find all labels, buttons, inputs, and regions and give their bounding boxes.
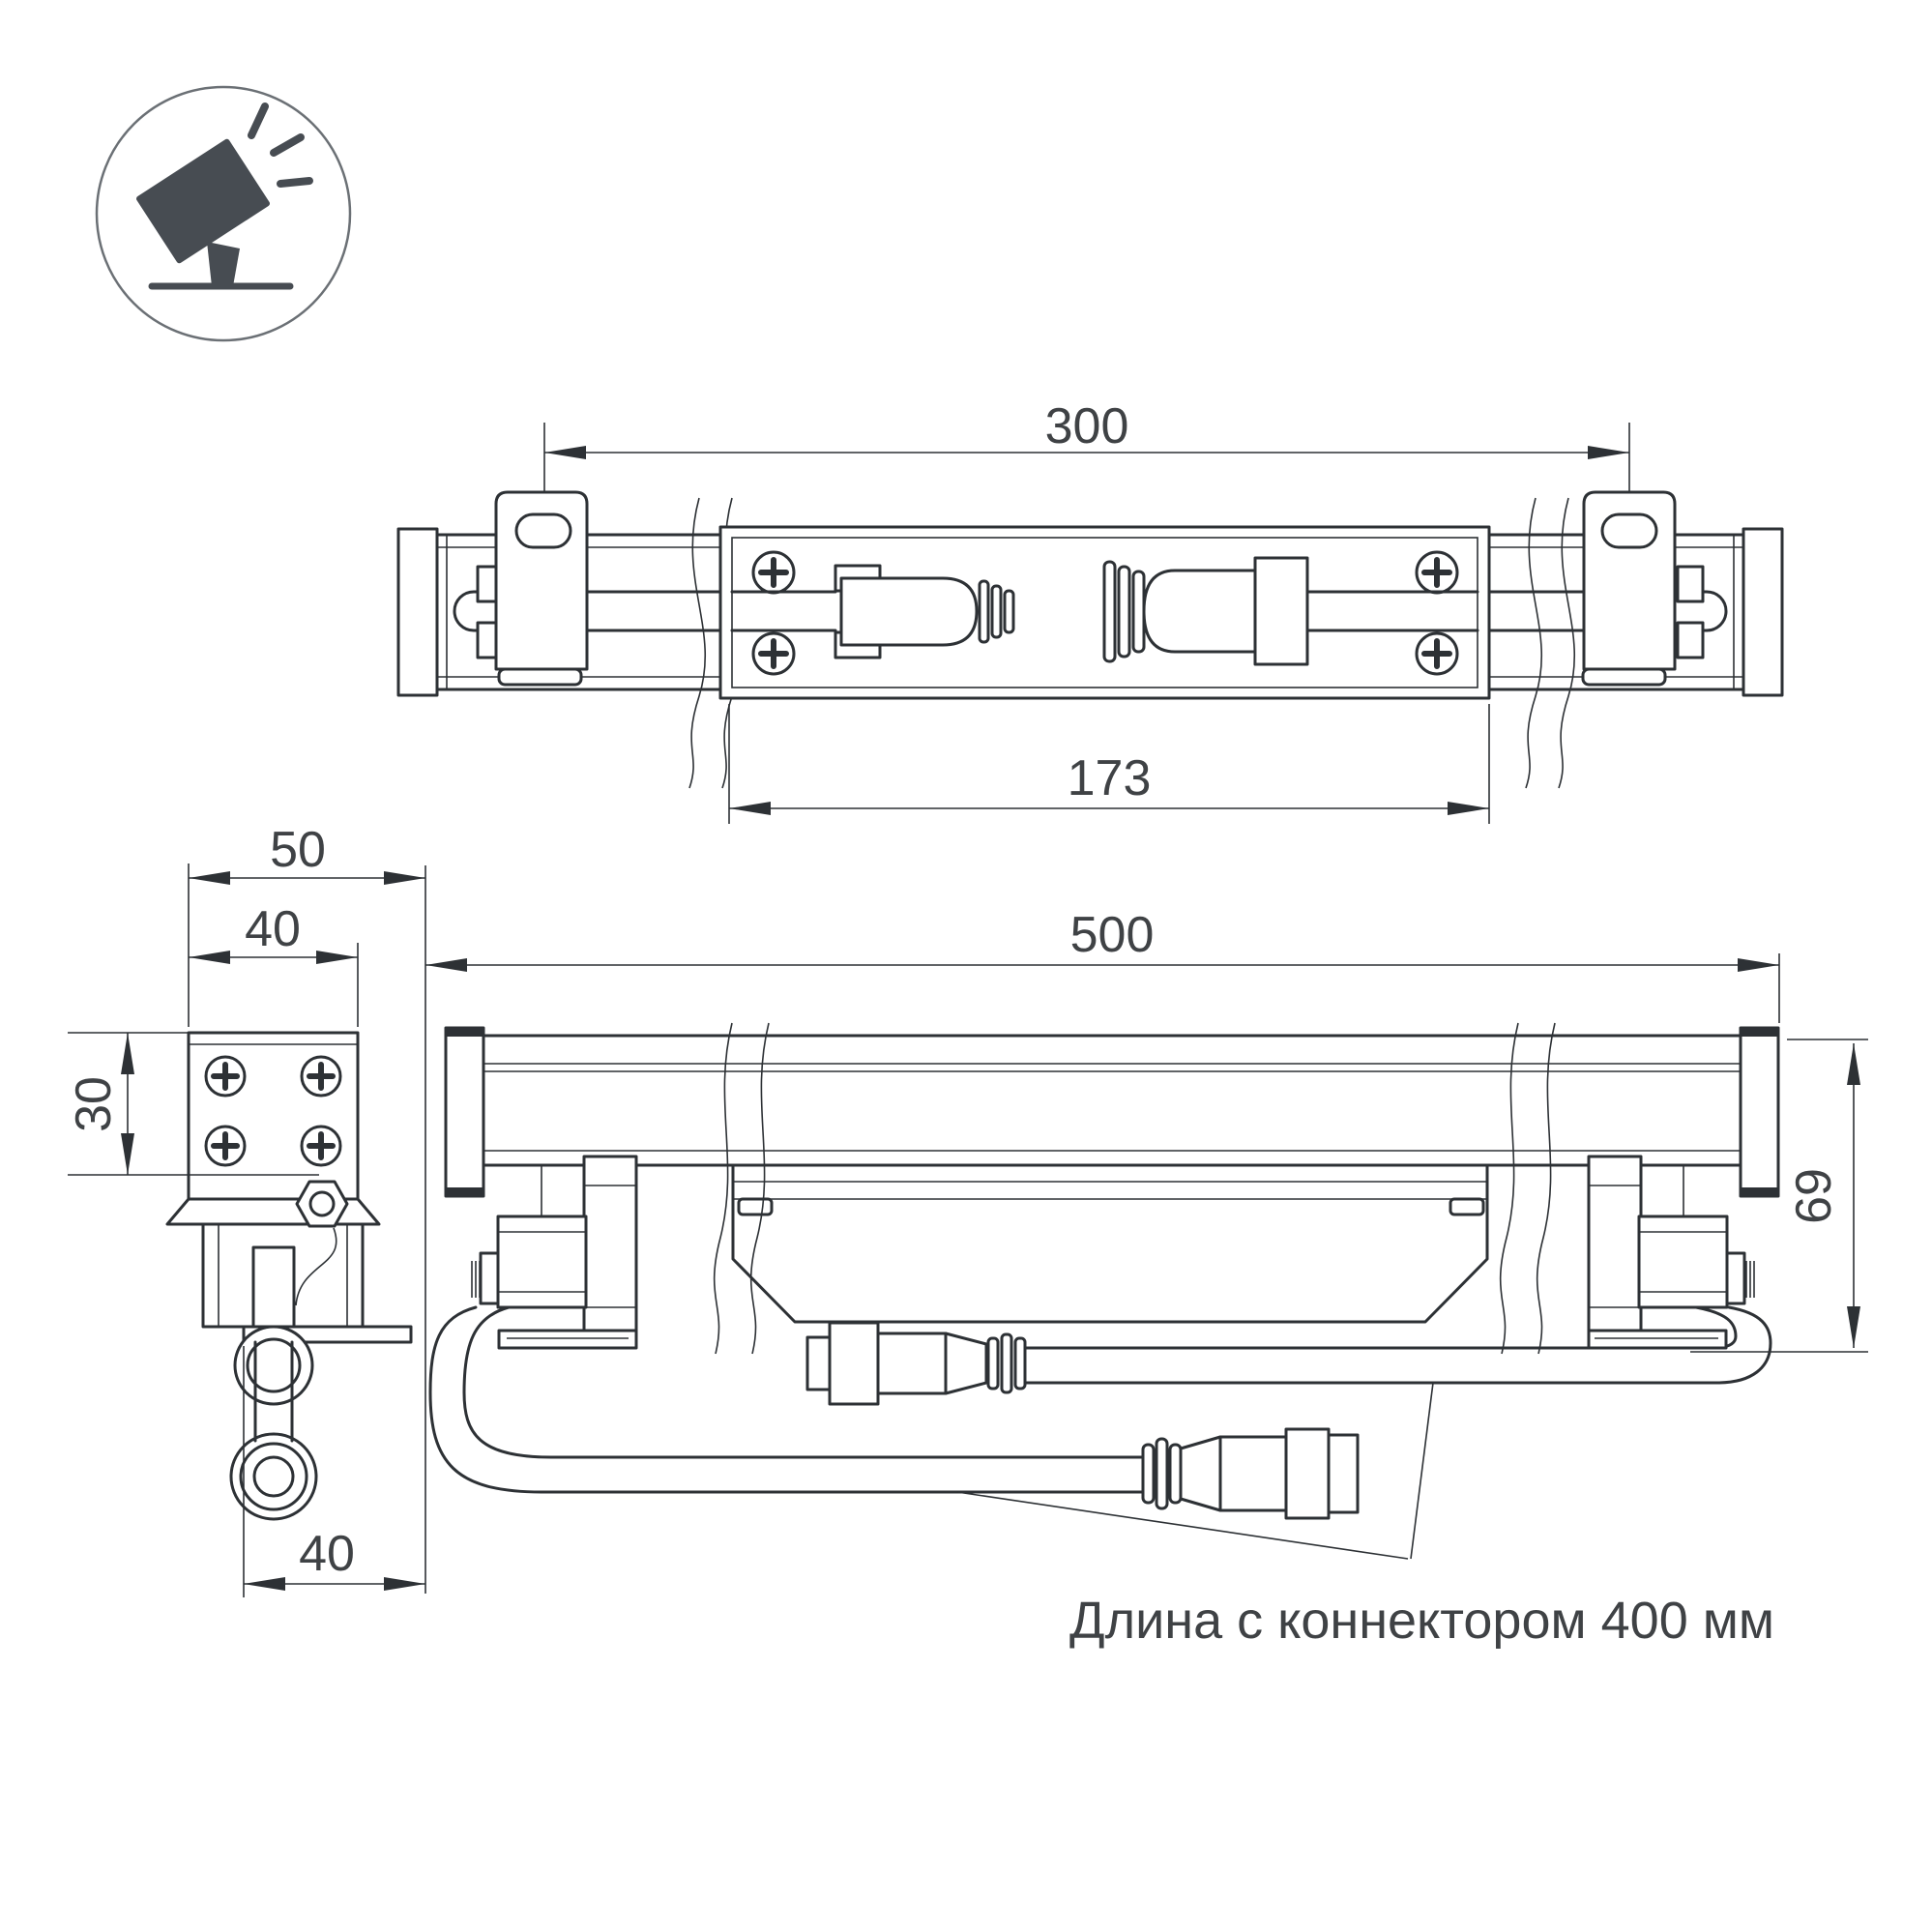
cable-length-note: Длина с коннектором 400 мм [1069,1592,1774,1650]
luminaire-tube [446,1028,1778,1196]
led-module-body [733,1165,1487,1322]
dim-mount-spacing-label: 300 [1044,398,1129,454]
dim-module-length-label: 173 [1067,750,1152,806]
cable-connector-mid [807,1323,1025,1404]
dim-overall-width-label: 50 [270,822,326,878]
dim-profile-width-label: 40 [245,901,301,957]
side-end-view [66,822,425,1597]
dim-bracket-width-label: 40 [299,1526,355,1582]
light-ray-icon [280,181,309,184]
top-view [398,398,1782,824]
dim-profile-height-label: 30 [66,1076,122,1132]
product-icon [97,87,350,340]
dim-overall-length-label: 500 [1069,907,1155,963]
dim-overall-height-label: 69 [1786,1168,1842,1224]
adjustable-bracket-left [472,1156,636,1348]
cable-connector-end [1143,1429,1358,1518]
leader-line [1411,1383,1433,1559]
mounting-bracket-tab-left [496,492,587,685]
front-view [425,907,1868,1650]
cable-connector-female [1104,558,1307,664]
mounting-bracket-tab-right [1583,492,1675,685]
